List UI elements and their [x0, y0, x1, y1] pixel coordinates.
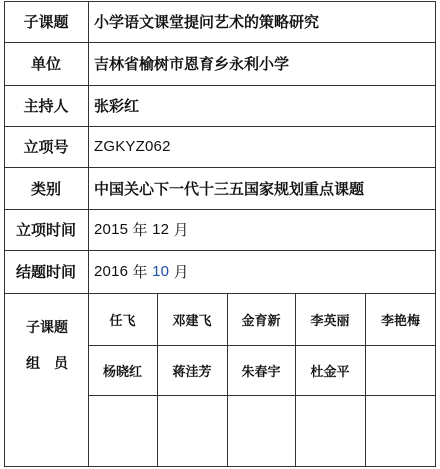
category-label: 类别 — [30, 179, 61, 198]
member-name: 蒋洼芳 — [172, 364, 212, 380]
members-label-line2: 组 员 — [26, 356, 68, 372]
start-date-value — [88, 209, 436, 250]
end-year: 2016 — [94, 263, 129, 280]
end-month-unit: 月 — [173, 264, 189, 281]
category-value: 中国关心下一代十三五国家规划重点课题 — [94, 179, 365, 198]
start-year: 2015 — [94, 221, 129, 238]
start-month-unit: 月 — [173, 222, 189, 239]
member-name: 朱春宇 — [241, 364, 281, 380]
end-month: 10 — [152, 263, 170, 280]
project-number-value: ZGKYZ062 — [94, 138, 171, 155]
unit-value: 吉林省榆树市恩育乡永利小学 — [94, 55, 290, 73]
unit-label: 单位 — [30, 55, 61, 73]
project-number-label: 立项号 — [23, 138, 69, 156]
member-name: 李艳梅 — [380, 313, 420, 329]
host-value: 张彩红 — [94, 97, 140, 115]
member-name: 金育新 — [241, 313, 281, 329]
start-month: 12 — [152, 221, 170, 238]
member-name: 任飞 — [109, 313, 136, 329]
member-name: 邓建飞 — [172, 313, 212, 329]
host-label: 主持人 — [23, 97, 69, 115]
member-row-divider — [88, 395, 436, 396]
subject-label: 子课题 — [23, 13, 69, 31]
subject-value: 小学语文课堂提问艺术的策略研究 — [94, 13, 320, 31]
member-name — [365, 345, 436, 395]
member-name: 杜金平 — [310, 364, 350, 380]
members-label-line1: 子课题 — [26, 320, 68, 336]
start-year-unit: 年 — [132, 222, 148, 239]
member-name: 李英丽 — [310, 313, 350, 329]
end-year-unit: 年 — [132, 264, 148, 281]
start-date-label: 立项时间 — [15, 221, 76, 239]
project-info-table — [4, 1, 436, 467]
end-date-value — [88, 250, 436, 293]
member-name: 杨晓红 — [102, 364, 142, 380]
end-date-label: 结题时间 — [15, 263, 76, 281]
